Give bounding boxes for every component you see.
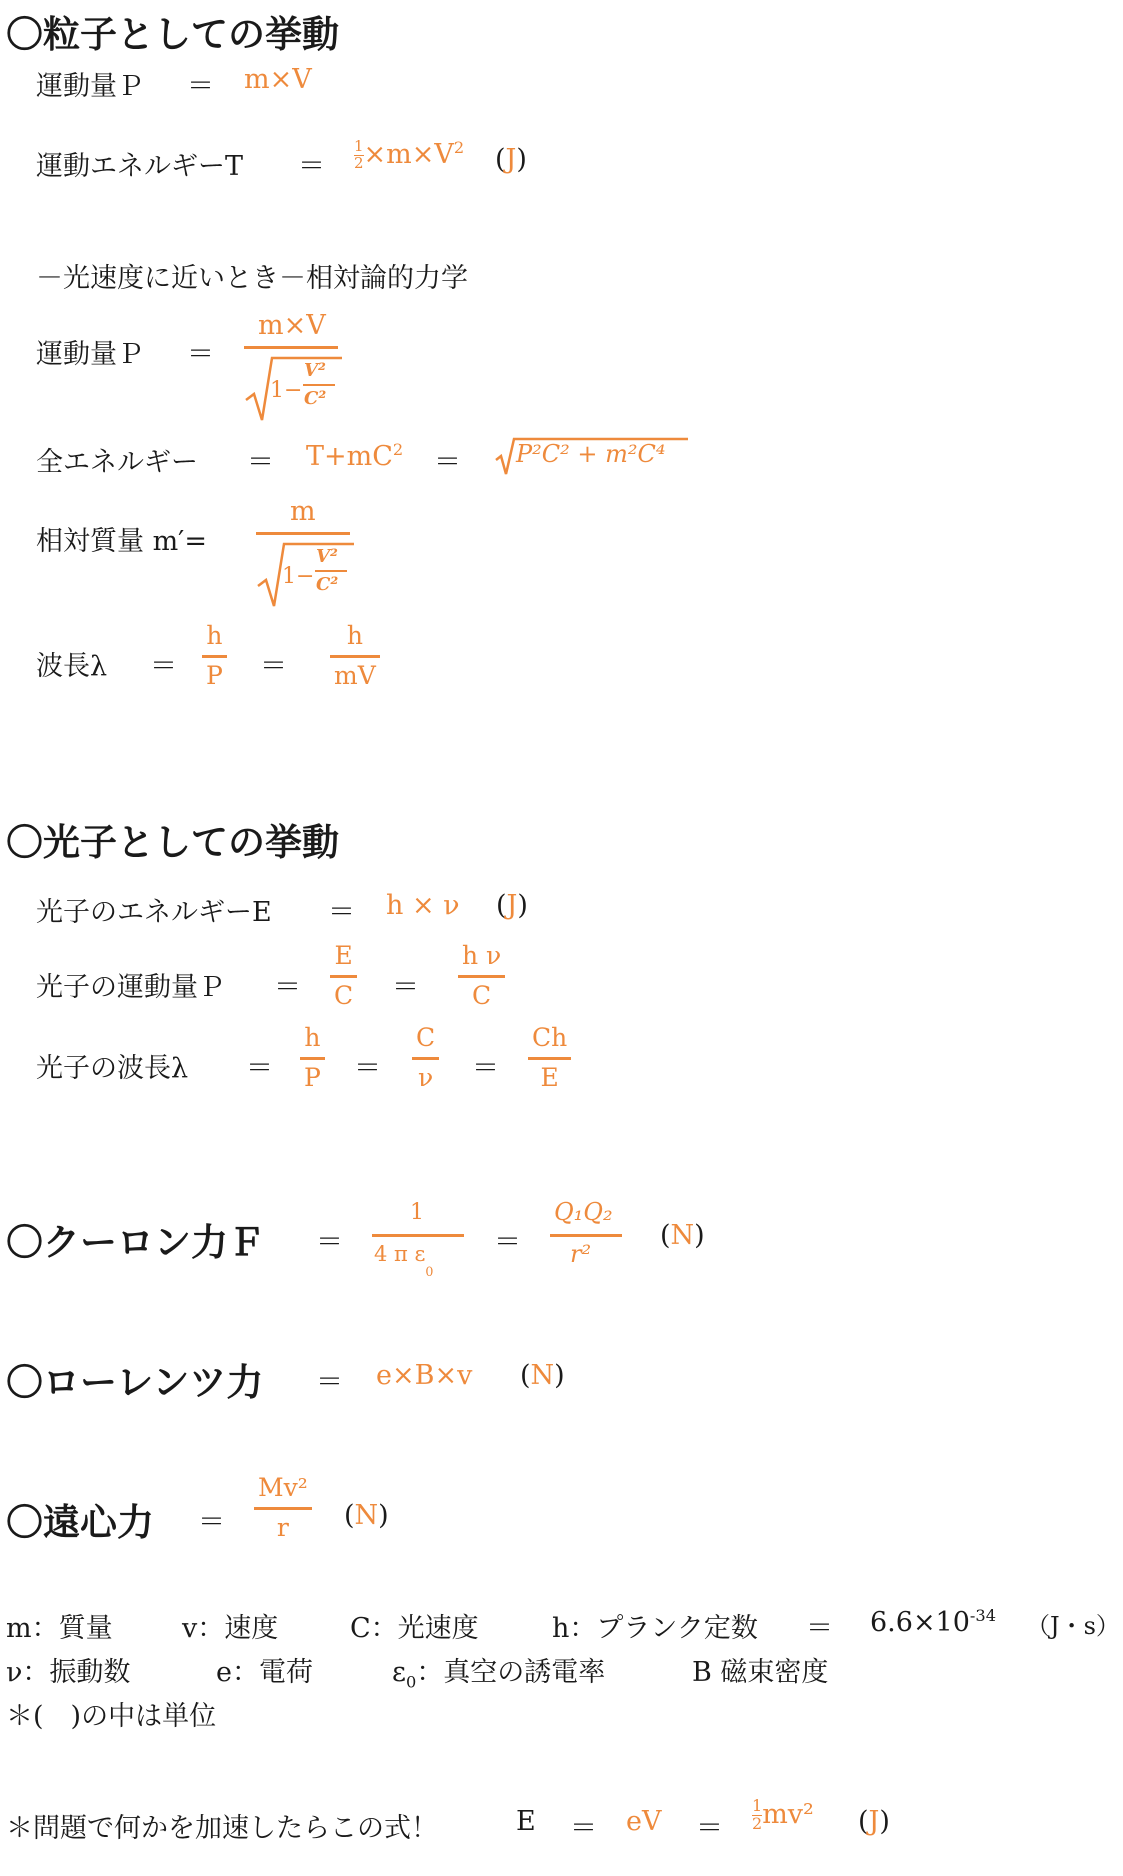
sqrt-v2: V² bbox=[316, 546, 338, 567]
final-E: E bbox=[516, 1806, 536, 1837]
centrifugal-heading: 〇遠心力 bbox=[6, 1501, 154, 1544]
photon-energy-expr: h × ν bbox=[386, 890, 460, 921]
sqrt-v2: V² bbox=[304, 360, 326, 381]
fraction-bar bbox=[315, 570, 347, 572]
sqrt-one: 1− bbox=[270, 378, 303, 403]
fraction-h-over-p: h P bbox=[300, 1024, 325, 1093]
momentum-expr: m×V bbox=[244, 64, 312, 95]
fraction-bar bbox=[303, 384, 335, 386]
fraction-mv2-over-r: Mv² r bbox=[254, 1474, 312, 1543]
legend-epsilon: $\varepsilon_0$：真空の誘電率 bbox=[392, 1657, 606, 1692]
planck-value: $6.6\times 10^{-34}$ bbox=[870, 1606, 996, 1638]
particle-heading: 〇粒子としての挙動 bbox=[6, 13, 339, 56]
fraction-h-over-mv: h mV bbox=[330, 622, 380, 691]
unit-N: (N) bbox=[520, 1360, 565, 1391]
equals: ＝ bbox=[316, 1367, 343, 1398]
photon-heading: 〇光子としての挙動 bbox=[6, 821, 339, 864]
equals: ＝ bbox=[150, 651, 177, 682]
coulomb-heading: 〇クーロン力Ｆ bbox=[6, 1221, 265, 1264]
equals: ＝ bbox=[354, 1053, 381, 1084]
unit-N: (N) bbox=[660, 1220, 705, 1251]
final-half-mv2: $\frac{1}{2}$ mv² bbox=[752, 1796, 814, 1834]
kinetic-label: 運動エネルギーT bbox=[36, 151, 244, 182]
coulomb-num2: Q₁Q₂ bbox=[554, 1198, 613, 1226]
unit-J: (J) bbox=[495, 144, 527, 175]
final-text: ＊問題で何かを加速したらこの式！ bbox=[6, 1813, 438, 1844]
equals: ＝ bbox=[328, 897, 355, 928]
fraction-bar bbox=[244, 346, 338, 349]
sqrt-one: 1− bbox=[282, 564, 315, 589]
coulomb-num1: 1 bbox=[410, 1200, 424, 1225]
planck-unit: （J・s） bbox=[1026, 1612, 1120, 1640]
equals: ＝ bbox=[806, 1613, 833, 1644]
kinetic-expr: $\frac{1}{2}$ $\times m\times V^2$ bbox=[354, 137, 465, 173]
fraction-bar bbox=[550, 1234, 622, 1237]
rel-momentum-label: 運動量Ｐ bbox=[36, 339, 144, 370]
fraction-hv-over-c: h ν C bbox=[458, 942, 505, 1011]
rel-momentum-num: m×V bbox=[258, 310, 326, 341]
equals: ＝ bbox=[246, 1053, 273, 1084]
total-energy-label: 全エネルギー bbox=[36, 447, 198, 478]
lorentz-heading: 〇ローレンツ力 bbox=[6, 1361, 264, 1404]
equals: ＝ bbox=[472, 1053, 499, 1084]
relativistic-heading: －光速度に近いとき－相対論的力学 bbox=[36, 263, 468, 294]
legend-c: C：光速度 bbox=[350, 1613, 479, 1644]
legend-note: ＊( )の中は単位 bbox=[6, 1701, 217, 1732]
fraction-h-over-p: h P bbox=[202, 622, 227, 691]
coulomb-den2: r² bbox=[570, 1240, 592, 1268]
legend-nu: ν：振動数 bbox=[6, 1657, 131, 1688]
unit-N: (N) bbox=[344, 1500, 389, 1531]
equals: ＝ bbox=[696, 1813, 723, 1844]
equals: ＝ bbox=[187, 71, 214, 102]
fraction-ch-over-e: Ch E bbox=[528, 1024, 571, 1093]
photon-energy-label: 光子のエネルギーE bbox=[36, 897, 272, 928]
unit-J: (J) bbox=[858, 1806, 890, 1837]
equals: ＝ bbox=[247, 447, 274, 478]
equals: ＝ bbox=[494, 1227, 521, 1258]
sqrt-c2: C² bbox=[304, 388, 327, 409]
equals: ＝ bbox=[187, 339, 214, 370]
legend-b: B 磁束密度 bbox=[692, 1657, 829, 1688]
wavelength-label: 波長λ bbox=[36, 651, 108, 682]
legend-e: e：電荷 bbox=[216, 1657, 313, 1688]
fraction-e-over-c: E C bbox=[330, 942, 357, 1011]
equals: ＝ bbox=[434, 447, 461, 478]
fraction-c-over-nu: C ν bbox=[412, 1024, 439, 1093]
legend-m: m：質量 bbox=[6, 1613, 113, 1644]
total-energy-expr: $T+mC^2$ bbox=[306, 440, 404, 472]
momentum-label: 運動量Ｐ bbox=[36, 71, 144, 102]
sqrt-c2: C² bbox=[316, 574, 339, 595]
rel-mass-label: 相対質量 m′= bbox=[36, 526, 207, 557]
photon-wavelength-label: 光子の波長λ bbox=[36, 1053, 189, 1084]
legend-v: v：速度 bbox=[182, 1613, 279, 1644]
equals: ＝ bbox=[260, 651, 287, 682]
unit-J: (J) bbox=[496, 890, 528, 921]
coulomb-den1: 4 π $\varepsilon_0$ bbox=[374, 1242, 434, 1280]
final-eV: eV bbox=[626, 1806, 662, 1837]
rel-mass-num: m bbox=[290, 496, 316, 527]
equals: ＝ bbox=[274, 972, 301, 1003]
equals: ＝ bbox=[392, 972, 419, 1003]
lorentz-expr: e×B×v bbox=[376, 1360, 473, 1391]
legend-h: h：プランク定数 bbox=[552, 1613, 758, 1644]
equals: ＝ bbox=[316, 1227, 343, 1258]
equals: ＝ bbox=[298, 151, 325, 182]
equals: ＝ bbox=[570, 1813, 597, 1844]
equals: ＝ bbox=[198, 1507, 225, 1538]
total-energy-sqrt: P²C² + m²C⁴ bbox=[516, 440, 666, 468]
photon-momentum-label: 光子の運動量Ｐ bbox=[36, 972, 225, 1003]
fraction-bar bbox=[372, 1234, 464, 1237]
fraction-bar bbox=[256, 532, 350, 535]
